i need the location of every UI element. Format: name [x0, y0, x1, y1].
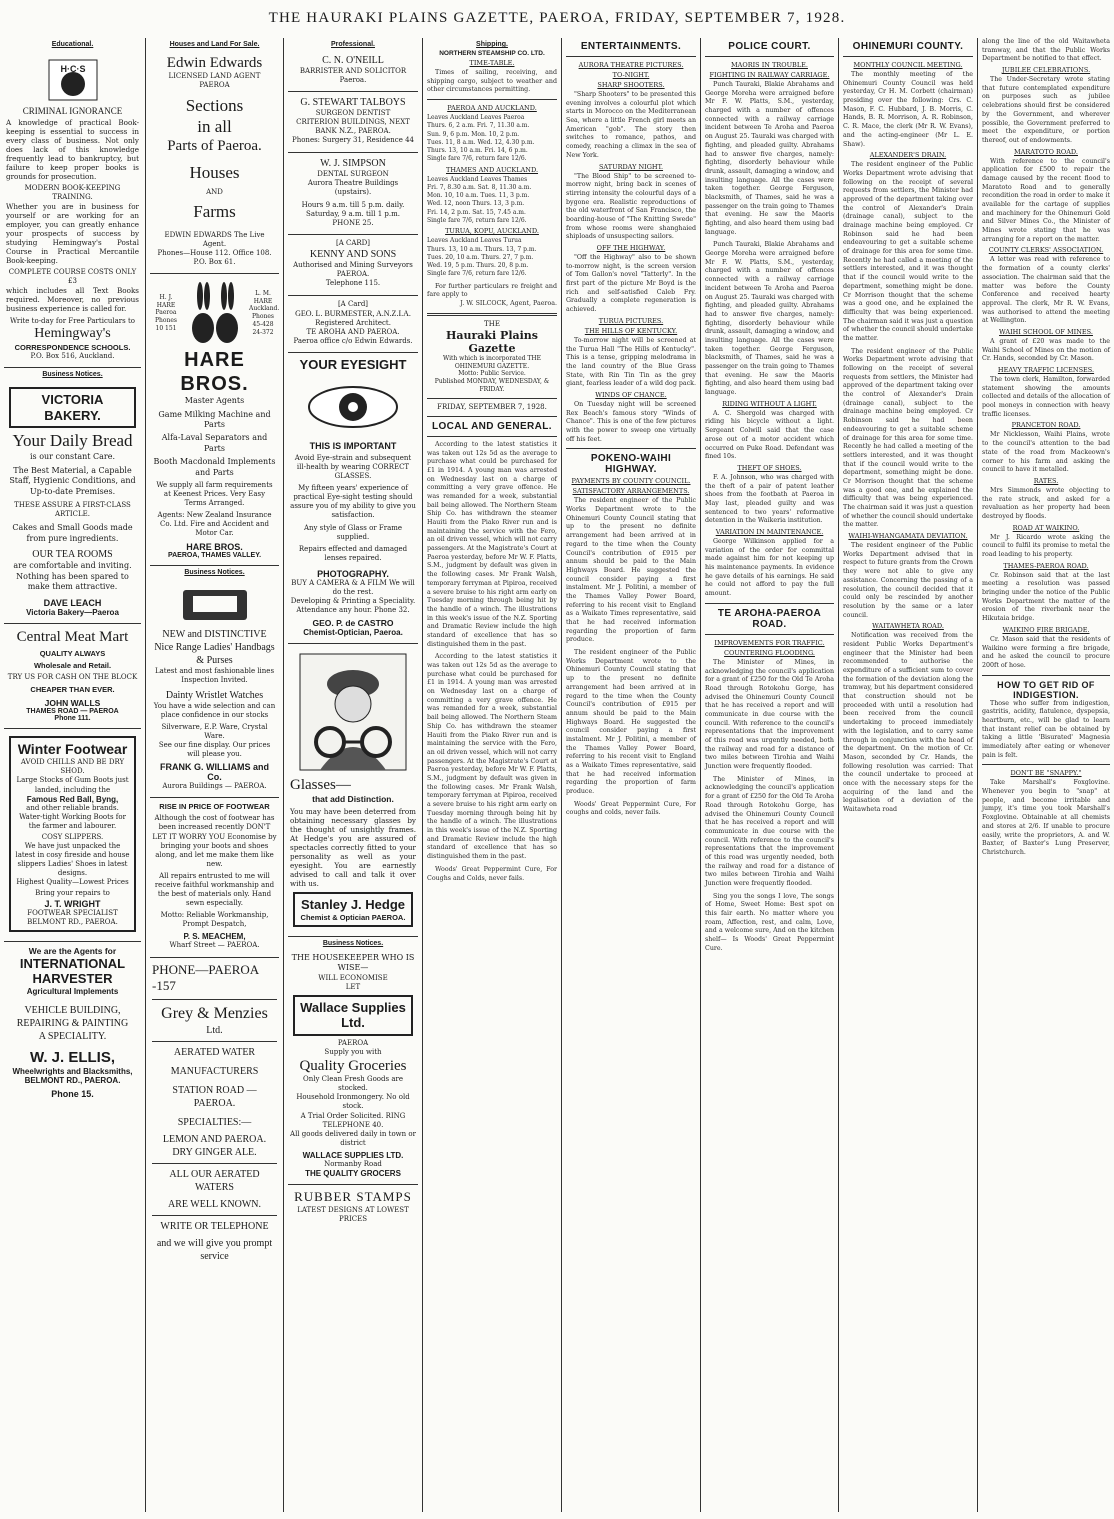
police-text: Punch Tauraki, Blakie Abrahams and George Moreha were arraigned before Mr F. W. Platts, S.M., yesterday, charged with a number of offences connected with a railway carriage incident between Te Aroha and Paeroa on August 25. Tauraki was charged with fighting, and pleaded guilty. Abrahams had to answer five charges, namely: fighting, disorderly behaviour while drunk, assault, damaging a window, and insulting language. All the cases were taken together. George Ferguson, blacksmith, of Thames, said he was a passenger on the train going to Thames that evening. He saw the Maoris fighting, and also heard them using bad language.	[705, 81, 834, 236]
victoria-paeroa: Victoria Bakery—Paeroa	[26, 608, 119, 618]
rise-footwear: RISE IN PRICE OF FOOTWEAR	[159, 802, 270, 812]
theft-text: F. A. Johnson, who was charged with the theft of a pair of patent leather shoes from the footbath at Paeroa in May last, pleaded guilty and was sentenced to two years' reformative detention in the Waikeria institution.	[705, 473, 834, 525]
alexander-text-more: The resident engineer of the Public Works Department wrote advising that following on the receipt of several requests from settlers, the Minister had approved of the department taking over the control of Alexander's Drain (drainage canal), subject to the drainage machine being employed. Cr Robinson said he had been endeavouring to get a suitable scheme of drainage for this area for some time. Recently he had called a meeting of the settlers interested, and it was thought that if the council would write to the department, something might be done. Cr Morrison thought that the scheme was a good one, and he explained the difficulty that was being experienced. The chairman said it was just a question of whether the council should undertake the matter.	[843, 347, 973, 529]
winter-footwear-ad	[4, 729, 141, 941]
column-7	[839, 38, 977, 1512]
complete-course: COMPLETE COURSE COSTS ONLY £3	[8, 267, 137, 285]
quality-groceries: Quality Groceries	[299, 1058, 407, 1075]
de-castro-ad	[288, 353, 418, 644]
dainty-watches: Dainty Wristlet Watches	[165, 689, 264, 701]
bring-repairs: Bring your repairs to	[35, 889, 110, 898]
phone-111: Phone 111.	[54, 715, 91, 723]
your-eyesight: YOUR EYESIGHT	[299, 357, 407, 373]
write-today: Write to-day for Free Particulars to	[10, 317, 135, 326]
freight-text: For further particulars re freight and fare apply to	[427, 282, 557, 299]
satisfactory: SATISFACTORY ARRANGEMENTS.	[572, 487, 690, 496]
oneill-ad	[288, 50, 418, 92]
te-aroha-road: TE AROHA-PAEROA ROAD.	[717, 607, 822, 630]
simpson: W. J. SIMPSON	[320, 157, 386, 169]
silcock: J. W. SILCOCK, Agent, Paeroa.	[460, 299, 557, 307]
te-aroha: TE AROHA AND PAEROA.	[306, 328, 400, 337]
woods-ad: Woods' Great Peppermint Cure, For Coughs and Colds, never fails.	[427, 865, 557, 882]
footwear-text: Although the cost of footwear has been increased recently DON'T LET IT WORRY YOU Economise by bringing your boots and shoes along, and let me make them like new.	[152, 814, 277, 868]
repairs-effected: Repairs effected and damaged lenses repaired.	[298, 544, 408, 562]
new-distinctive: NEW and DISTINCTIVE	[162, 628, 267, 640]
meachem: P. S. MEACHEM,	[183, 932, 246, 942]
waikino-text: Mr J. Ricardo wrote asking the council to fulfil its promise to metal the road leading to his property.	[982, 533, 1110, 558]
riding: RIDING WITHOUT A LIGHT.	[722, 399, 817, 408]
lemon-paeroa: LEMON AND PAEROA. DRY GINGER ALE.	[162, 1133, 267, 1158]
trial-order: A Trial Order Solicited. RING TELEPHONE 40.	[300, 1111, 406, 1129]
simpson-ad	[288, 153, 418, 236]
wholesale: Wholesale and Retail.	[33, 661, 112, 671]
theft: THEFT OF SHOES.	[737, 463, 802, 472]
alexander-text: The resident engineer of the Public Works Department wrote advising that following on the receipt of several requests from settlers, the Minister had approved of the department taking over the control of Alexander's Drain (drainage canal), subject to the drainage machine being employed. Cr Robinson said he had been endeavouring to get a suitable scheme of drainage for this area for some time. Recently he had called a meeting of the settlers interested, and it was thought that if the council would write to the department, something might be done. Cr Morrison thought that the scheme was a good one, and he explained the difficulty that was being experienced. The chairman said it was just a question of whether the council should undertake the matter.	[843, 161, 973, 342]
section-heading: Houses and Land For Sale.	[169, 41, 260, 48]
supply-you: Supply you with	[324, 1048, 382, 1057]
specialties: SPECIALTIES:—	[177, 1116, 252, 1128]
add-distinction: that add Distinction.	[312, 794, 394, 805]
indigestion-heading: HOW TO GET RID OF INDIGESTION.	[997, 679, 1095, 700]
maratoto-road: MARATOTO ROAD.	[1014, 147, 1078, 156]
alexanders-drain: ALEXANDER'S DRAIN.	[869, 151, 947, 160]
pokeno-text-more: The resident engineer of the Public Works Department wrote to the Ohinemuri County Council stating that up to the present no definite arrangement had been arrived at in regard to the time when the County Council's contribution of £915 per annum should be paid to the Main Highways Board. He suggested the council consider paying a first instalment. Mr J. Politini, a member of the Thames Valley Power Board, referring to his recent visit to England as a Waikato Times representative, said that he had received information regarding the proportion of farm produce.	[566, 649, 696, 796]
handbag-icon	[175, 586, 255, 624]
window-display: See our fine display. Our prices will please you.	[158, 741, 271, 759]
variation: VARIATION IN MAINTENANCE.	[715, 528, 824, 536]
frank-williams-ad	[150, 578, 279, 799]
pranceton-road: PRANCETON ROAD.	[1011, 421, 1081, 430]
wallace-supplies: Wallace Supplies Ltd.	[293, 995, 413, 1036]
glasses-portrait-icon	[298, 652, 408, 772]
sharp-shooters: SHARP SHOOTERS.	[597, 81, 665, 89]
off-text: "Off the Highway" also to be shown to-morrow night, is the screen version of Tom Gallon's novel "Tatterly". In the first part of the picture Mr Boyd is the rich and self-satisfied Caleb Fry. Gradually a complete regeneration is achieved.	[566, 254, 696, 314]
winter-footwear-title: Winter Footwear	[17, 741, 128, 758]
repairs-text: All repairs entrusted to me will receive faithful workmanship and the best of materials only. Hand sewn especially.	[154, 871, 275, 908]
farms: Farms	[193, 202, 236, 222]
famous-brands: Famous Red Ball, Byng,	[26, 794, 119, 804]
repairing: REPAIRING & PAINTING	[16, 1017, 129, 1029]
rates-text: Mrs Simmonds wrote objecting to the rate struck, and asked for a revaluation as her property had been destroyed by floods.	[982, 486, 1110, 520]
correspondence-schools: CORRESPONDENCE SCHOOLS.	[14, 342, 131, 352]
hares-icon	[185, 278, 245, 348]
john-walls: JOHN WALLS	[44, 698, 101, 709]
cosy-slippers: COSY SLIPPERS.	[41, 832, 104, 841]
paeroa-office: Paeroa office c/o Edwin Edwards.	[293, 337, 413, 346]
course-note: which includes all Text Books required. Moreover, no previous business experience is called for.	[6, 286, 139, 314]
section-heading: Educational.	[51, 41, 94, 48]
column-3	[284, 38, 422, 1512]
aerated: AERATED WATER	[173, 1046, 256, 1058]
hedge-ad	[288, 644, 418, 937]
snappy-text: Take Marshall's Foxglovine. Whenever you begin to "snap" at people, and become irritable and jumpy, it's time you took Marshall's Foxglovine. Obtainable at all chemists and stores at 2/6. If unable to procure easily, write the proprietors, A. and W. Baxter, of Baxter's Lung Preserver, Christchurch.	[982, 779, 1110, 856]
woods-ad: Woods' Great Peppermint Cure, For coughs and colds, never fails.	[566, 800, 696, 817]
victoria-bakery-ad	[4, 380, 141, 624]
thames-road: THAMES ROAD — PAEROA	[26, 708, 119, 716]
local-text-more: According to the latest statistics it was taken out 12s 5d as the average to purchase what could be purchased for £1 in 1914. A young man was arrested on Wednesday last on a charge of committing a very grave offence. He was remanded for a week, substantial bail being allowed. The Northern Steam Ship Co. has withdrawn the steamer Hauiti from the Piako River run and is maintaining the service with the Fero, an oil driven vessel, which will not carry passengers. At the Magistrate's Court at Paeroa yesterday, before Mr W. F. Platts, S.M., judgment by default was given in the following cases. Mr Frank Walsh, temporary ferryman at Pipiroa, received a severe bruise to his right arm early on Tuesday morning through being hit by the handle of a winch. The illustrations in this week's issue of the N.Z. Sporting and Dramatic Review include the high standard of excellence that has so distinguished them in the past.	[427, 653, 557, 861]
frank-williams: FRANK G. WILLIAMS and Co.	[160, 762, 269, 783]
hemingway-ad	[4, 50, 141, 368]
column-4	[423, 38, 561, 1512]
central-meat-ad	[4, 624, 141, 729]
avoid-eyestrain: Avoid Eye-strain and subsequent ill-health by wearing CORRECT GLASSES.	[294, 453, 412, 481]
waitawheta-text: Notification was received from the resident Public Works Department's engineer that the Minister had been recommended to authorise the expenditure of a sufficient sum to cover the formation of the deviation along the tramway, but his department considered that construction should not be proceeded with until a resolution had been received from the council undertaking to proceed immediately with the legislation, and to carry same through in conjunction with the head of the department. On the motion of Cr. Mason, seconded by Cr. Hands, the following resolution was carried: That the council undertake to proceed at once with the necessary steps for the acquiring of the land and the legalisation of a deviation of the Waitawheta road	[843, 632, 973, 813]
wallace-ad	[288, 949, 418, 1185]
county-clerks: COUNTY CLERKS' ASSOCIATION.	[988, 246, 1104, 255]
grey-menzies: Grey & Menzies	[161, 1005, 268, 1023]
photography: PHOTOGRAPHY.	[317, 568, 389, 579]
tea-text: are comfortable and inviting. Nothing has been spared to make them attractive.	[13, 561, 132, 591]
thames-auckland: THAMES AND AUCKLAND.	[445, 165, 539, 174]
chemist-optician: Chemist-Optician, Paeroa.	[303, 628, 403, 638]
issue-date: FRIDAY, SEPTEMBER 7, 1928.	[437, 402, 547, 411]
ohinemuri-county: OHINEMURI COUNTY.	[852, 41, 964, 52]
winds-chance: WINDS OF CHANCE.	[595, 390, 667, 399]
dave-leach: DAVE LEACH	[43, 598, 102, 609]
watertight: Water-tight Working Boots for the farmer and labourer.	[19, 812, 126, 830]
column-8	[978, 38, 1114, 1512]
burmester: GEO. L. BURMESTER, A.N.Z.I.A.	[295, 308, 411, 318]
times-text: Times of sailing, receiving, and shipping cargo, subject to weather and other circumstances permitting.	[427, 69, 557, 94]
oneill-paeroa: Paeroa.	[339, 76, 367, 85]
all-our: ALL OUR AERATED WATERS	[169, 1168, 260, 1193]
turua-pictures: TURUA PICTURES.	[598, 316, 664, 325]
eye-icon	[305, 377, 401, 437]
wallace-supplies-footer: WALLACE SUPPLIES LTD.	[302, 1150, 404, 1160]
improvements: IMPROVEMENTS FOR TRAFFIC.	[714, 638, 825, 647]
avoid-chills: AVOID CHILLS AND BE DRY SHOD.	[20, 758, 125, 776]
alfa-laval: Alfa-Laval Separators and Parts	[161, 433, 268, 453]
hills-text: To-morrow night will be screened at the Turua Hall "The Hills of Kentucky". This is a tense, gripping melodrama in the land country of the Blue Grass State, with Rin Tin Tin as the grey giant, fearless leader of a wild dog pack.	[566, 336, 696, 388]
sing-verse: Sing you the songs I love, The songs of Home, Sweet Home: Best spot on this fair earth. No matter where you roam, Affection, rest, and calm, Love, and a welcome sure, And on the kitchen shelf— Is Woods' Great Peppermint Cure.	[705, 892, 834, 952]
rates: RATES.	[1033, 476, 1059, 485]
write-telephone: WRITE OR TELEPHONE	[160, 1220, 269, 1232]
latest-handbags: Latest and most fashionable lines Inspection Invited.	[154, 666, 275, 684]
hare-bros-ad	[150, 274, 279, 565]
central-meat-title: Central Meat Mart	[16, 629, 129, 646]
aurora-buildings: Aurora Buildings — PAEROA.	[162, 782, 267, 791]
edwin-edwards-ad	[150, 50, 279, 274]
gazette-title: Hauraki Plains Gazette	[445, 328, 539, 355]
maratoto-text: With reference to the council's application for £500 to repair the damage caused by the recent flood to Maratoto Road and to generally recondition the road in order to make it available for the cartage of supplies and machinery for the Ohinemuri Gold and Silver Mines Co., the Minister of Mines wrote stating that he was arranging for a report on the matter.	[982, 157, 1110, 243]
quality-always: QUALITY ALWAYS	[39, 649, 106, 659]
this-is-important: THIS IS IMPORTANT	[309, 440, 397, 451]
waihi-text: The resident engineer of the Public Works Department advised that in respect to future grants from the Crown they were not able to give any assistance. Concerning the passing of a resolution, the council decided that it could only be rescinded by another resolution by the same or a later council.	[843, 542, 973, 619]
section-heading: Business Notices.	[42, 371, 103, 379]
houses: Houses	[189, 162, 240, 182]
timetable-3: Leaves Auckland Leaves Turua Thurs. 13, 10 a.m. Thurs. 13, 7 p.m. Tues. 20, 10 a.m. Thurs. 27, 7 p.m. Wed. 19, 5 p.m. Thurs. 20, 8 p.m. Single fare 7/6, return fare 12/6.	[427, 237, 537, 278]
phones-surgery: Phones: Surgery 31, Residence 44	[292, 136, 414, 145]
ltd-label: Ltd.	[206, 1024, 223, 1036]
column-2	[146, 38, 283, 1512]
road-text: The Minister of Mines, in acknowledging the council's application for a grant of £250 for the Old Te Aroha Road through Rotokohu Gorge, has advised the Ohinemuri County Council that he has received a report and will communicate in due course with the council. With reference to the council's representations that the improvement of this road was urgently needed, both the railway and road for a distance of two miles between Tirohia and Waihi Junction were frequently flooded.	[705, 658, 834, 771]
de-castro: GEO. P. de CASTRO	[312, 618, 394, 629]
normanby: Normanby Road	[324, 1159, 382, 1168]
jt-wright: J. T. WRIGHT	[44, 898, 101, 909]
turua-kopu: TURUA, KOPU, AUCKLAND.	[445, 227, 539, 236]
only-clean: Only Clean Fresh Goods are stocked.	[303, 1075, 403, 1093]
meachem-ad	[150, 798, 279, 957]
oneill: C. N. O'NEILL	[322, 55, 384, 66]
hedge-chemist: Chemist & Optician PAEROA.	[300, 912, 406, 922]
footwear-specialist: FOOTWEAR SPECIALIST BELMONT RD., PAEROA.	[27, 908, 118, 926]
hj-hare: H. J. HARE Paeroa Phones 10 151	[154, 293, 177, 332]
all-goods: All goods delivered daily in town or district	[290, 1129, 416, 1147]
will-economise: WILL ECONOMISE	[318, 973, 388, 982]
section-heading: Business Notices.	[184, 568, 245, 576]
agents-nz: Agents: New Zealand Insurance Co. Ltd. Fire and Accident and Motor Car.	[157, 511, 272, 538]
wj-ellis: W. J. ELLIS,	[29, 1048, 115, 1066]
waihi-school: WAIHI SCHOOL OF MINES.	[999, 327, 1093, 336]
along-text: along the line of the old Waitawheta tramway, and that the Public Works Department be notified to that effect.	[982, 38, 1110, 63]
station-road: STATION ROAD — PAEROA.	[172, 1084, 257, 1109]
a-card-2: [A Card]	[337, 299, 369, 308]
wide-selection: You have a wide selection and can place confidence in our stocks	[153, 701, 276, 719]
section-heading: Business Notices.	[322, 939, 384, 947]
masthead: THE HAURAKI PLAINS GAZETTE, PAEROA, FRIDAY, SEPTEMBER 7, 1928.	[268, 10, 846, 26]
timetable-2: Leaves Auckland Leaves Thames Fri. 7, 8.30 a.m. Sat. 8, 11.30 a.m. Mon. 10, 10 a.m. Tues. 11, 3 p.m. Wed. 12, noon Thurs. 13, 3 p.m. Fri. 14, 2 p.m. Sat. 15, 7.45 a.m. Single fare 7/6, return fare 12/6.	[427, 175, 532, 224]
wallace-paeroa: PAEROA	[337, 1039, 369, 1048]
fire-text: Cr. Mason said that the residents of Waikino were forming a fire brigade, and he asked the council to procure 200ft of hose.	[982, 635, 1110, 669]
northern-steamship: NORTHERN STEAMSHIP CO. LTD.	[439, 50, 545, 57]
road-waikino: ROAD AT WAIKINO.	[1012, 523, 1080, 532]
countering: COUNTERING FLOODING.	[724, 648, 815, 657]
household: Household Ironmongery. No old stock.	[296, 1093, 410, 1111]
hemingway-name: Hemingway's	[34, 326, 111, 342]
cheaper: CHEAPER THAN EVER.	[30, 685, 115, 695]
booth: Booth Macdonald Implements and Parts	[153, 457, 276, 477]
hare-bros-footer: HARE BROS.	[186, 541, 243, 552]
victoria-bakery-title: VICTORIA BAKERY.	[9, 387, 136, 428]
pokeno-text: The resident engineer of the Public Works Department wrote to the Ohinemuri County Council stating that up to the present no definite arrangement had been arrived at in regard to the time when the County Council's contribution of £915 per annum should be paid to the Main Highways Board. He suggested the council consider paying a first instalment. Mr J. Politini, a member of the Thames Valley Power Board, referring to his recent visit to England as a Waikato Times representative, said that he had received information regarding the proportion of farm produce.	[566, 497, 696, 644]
a-card: [A CARD]	[335, 239, 371, 248]
blood-ship-text: "The Blood Ship" to be screened to-morrow night, bring back in scenes of stirring intensity the colourful days of a bygone era. Realistic reproductions of the old waterfront of San Francisco, the boarding-house of "The Knitting Swede" from whose rooms were shanghaied shiploads of unsuspecting sailors.	[566, 172, 696, 241]
try-us: TRY US FOR CASH ON THE BLOCK	[7, 673, 138, 682]
international: INTERNATIONAL	[19, 955, 126, 971]
harvester: HARVESTER	[32, 971, 113, 987]
paeroa-label: PAEROA	[199, 81, 230, 90]
hedge-box	[293, 892, 413, 927]
barrister: BARRISTER AND SOLICITOR	[299, 67, 407, 75]
quality-grocers: THE QUALITY GROCERS	[305, 1169, 401, 1179]
speciality: A SPECIALITY.	[38, 1030, 107, 1042]
aurora-theatre: Aurora Theatre Buildings (upstairs).	[307, 178, 399, 196]
silverware: Silverware, E.P. Ware, Crystal Ware.	[161, 722, 268, 740]
stanley-hedge: Stanley J. Hedge	[300, 897, 406, 913]
will-give: and we will give you prompt service	[156, 1237, 273, 1262]
let: LET	[345, 982, 361, 991]
authorised: Authorised and Mining Surveyors PAEROA.	[293, 261, 413, 279]
motto: Motto: Reliable Workmanship, Prompt Despatch,	[160, 911, 269, 929]
variation-text: George Wilkinson applied for a variation of the order for committal made against him for not keeping up his maintenance payments. In evidence he gave details of his earnings. He said he could not afford to pay the full amount.	[705, 538, 834, 598]
hills-kentucky: THE HILLS OF KENTUCKY.	[584, 326, 678, 335]
glasses: Glasses—	[290, 777, 351, 794]
farm-requirements: We supply all farm requirements at Keenest Prices. Very Easy Terms Arranged.	[156, 480, 273, 508]
surgeon-dentist: SURGEON DENTIST	[315, 109, 391, 118]
column-1	[0, 38, 145, 1512]
any-style: Any style of Glass or Frame supplied.	[303, 523, 403, 541]
paeroa-auckland: PAEROA AND AUCKLAND.	[447, 104, 537, 113]
payments: PAYMENTS BY COUNTY COUNCIL.	[571, 477, 691, 486]
winds-text: On Tuesday night will be screened Rex Beach's famous story "Winds of Chance". This is one of the few pictures with the power to sweep one virtually off his feet.	[566, 400, 696, 443]
parts: Parts of Paeroa.	[167, 137, 262, 154]
cakes-text: Cakes and Small Goods made from pure ingredients.	[12, 523, 133, 543]
nice-range: Nice Range Ladies' Handbags & Purses	[154, 641, 275, 666]
hare-bros-title: HARE BROS.	[180, 349, 249, 396]
rubber-stamps: RUBBER STAMPS	[294, 1189, 412, 1205]
monthly-meeting: MONTHLY COUNCIL MEETING.	[853, 61, 963, 69]
clerks-text: A letter was read with reference to the formation of a county clerks' association. The chairman said that the matter was before the County Conference and received hearty approval. The clerk, Mr R. W. Evans, was authorised to attend the meeting at Wellington.	[982, 256, 1110, 325]
motto: Motto: Public Service.	[458, 370, 526, 378]
agents-for: We are the Agents for	[28, 945, 117, 956]
fireside: We have just unpacked the latest in cosy fireside and house slippers Ladies' Shoes in latest designs.	[15, 841, 130, 878]
assure-text: THESE ASSURE A FIRST-CLASS ARTICLE.	[14, 501, 131, 519]
bookkeeping-text: A knowledge of practical Book-keeping is essential to success in every class of business. Not only does lack of this knowledge frequently lead to bankruptcy, but failure to keep proper books is grounds for prosecution.	[6, 117, 139, 181]
police-court: POLICE COURT.	[728, 41, 811, 52]
vehicle-building: VEHICLE BUILDING,	[24, 1004, 121, 1016]
edwin-live: EDWIN EDWARDS The Live Agent.	[164, 230, 265, 248]
hcs-logo-text: H·C·S	[60, 64, 85, 74]
criterion: CRITERION BUILDINGS, NEXT BANK N.Z., PAEROA.	[296, 118, 410, 136]
pokeno-waihi: POKENO-WAIHI HIGHWAY.	[590, 453, 672, 476]
incorporated: With which is incorporated THE OHINEMURI GAZETTE.	[443, 354, 541, 370]
belmont: BELMONT RD., PAEROA.	[24, 1075, 121, 1085]
master-agents: Master Agents	[184, 396, 245, 406]
local-general: LOCAL AND GENERAL.	[432, 420, 552, 432]
sections: Sections	[185, 96, 244, 116]
housekeeper: THE HOUSEKEEPER WHO IS WISE—	[291, 952, 415, 973]
to-night: TO-NIGHT.	[612, 71, 650, 79]
published: Published MONDAY, WEDNESDAY, & FRIDAY.	[434, 378, 550, 393]
road-text-more: The Minister of Mines, in acknowledging the council's application for a grant of £250 for the Old Te Aroha Road through Rotokohu Gorge, has advised the Ohinemuri County Council that he has received a report and will communicate in due course with the council. With reference to the council's representations that the improvement of this road was urgently needed, both the railway and road for a distance of two miles between Tirohia and Waihi Junction were frequently flooded.	[705, 775, 834, 887]
manufacturers: MANUFACTURERS	[170, 1065, 259, 1077]
off-highway: OFF THE HIGHWAY.	[596, 244, 666, 252]
school-text: A grant of £20 was made to the Waihi School of Mines on the motion of Cr. Hands, seconded by Cr. Mason.	[982, 337, 1110, 363]
entertainments: ENTERTAINMENTS.	[580, 41, 682, 52]
edwin-edwards: Edwin Edwards	[166, 55, 263, 71]
well-known: ARE WELL KNOWN.	[167, 1198, 262, 1210]
jubilee: JUBILEE CELEBRATIONS.	[1001, 66, 1091, 75]
best-material: The Best Material, a Capable Staff, Hygienic Conditions, and Up-to-date Premises.	[9, 466, 136, 496]
wharf-street: Wharf Street — PAEROA.	[169, 941, 260, 950]
highest-quality: Highest Quality—Lowest Prices	[16, 878, 129, 887]
grey-menzies-ad	[150, 958, 279, 1269]
timetable-label: TIME-TABLE.	[469, 59, 515, 67]
waitawheta-road: WAITAWHETA ROAD.	[872, 622, 944, 631]
column-5	[562, 38, 700, 1512]
talboys: G. STEWART TALBOYS	[300, 97, 406, 109]
course-text: Whether you are in business for yourself or are working for an employer, you can greatly enhance your prospects of success by studying Hemingway's Postal Course in Practical Mercantile Book-keeping.	[6, 201, 139, 265]
dental-surgeon: DENTAL SURGEON	[317, 169, 389, 178]
aurora-pictures: AURORA THEATRE PICTURES.	[578, 61, 684, 69]
in-all: in all	[197, 116, 232, 136]
heavy-text: The town clerk, Hamilton, forwarded statement showing the amounts collected and details of the allocation of pool moneys in connection with heavy traffic licenses.	[982, 376, 1110, 418]
daily-bread: Your Daily Bread	[12, 431, 133, 451]
heavy-traffic: HEAVY TRAFFIC LICENSES.	[997, 366, 1095, 374]
saturday-night: SATURDAY NIGHT.	[598, 162, 664, 171]
burmester-ad	[288, 296, 418, 354]
the-label: THE	[484, 319, 500, 328]
latest-designs: LATEST DESIGNS AT LOWEST PRICES	[297, 1205, 409, 1224]
telephone-115: Telephone 115.	[325, 279, 381, 288]
dont-be-snappy: DON'T BE "SNAPPY."	[1010, 769, 1082, 778]
waihi-whangamata: WAIHI-WHANGAMATA DEVIATION.	[848, 532, 968, 541]
council-text: The monthly meeting of the Ohinemuri County Council was held yesterday, Cr H. M. Corbett (chairman) presiding over the following: Crs. C. Mason, F. C. Hubbard, J. B. Morris, C. Hands, B. R. Morrison, A. R. Robinson, C. R. Mace, the clerk (Mr R. W. Evans), and the acting-engineer (Mr L. E. Shaw).	[843, 71, 973, 148]
international-harvester-ad	[4, 942, 141, 1105]
other-brands: and other reliable brands.	[26, 803, 119, 812]
phones-house: Phones—House 112. Office 108. P.O. Box 61.	[157, 249, 272, 267]
hours: Hours 9 a.m. till 5 p.m. daily. Saturday, 9 a.m. till 1 p.m.	[301, 200, 405, 218]
game-milking: Game Milking Machine and Parts	[158, 409, 271, 429]
licensed: LICENSED LAND AGENT	[168, 72, 261, 80]
jubilee-text: The Under-Secretary wrote stating that future contemplated expenditure on purposes such as jubilee celebrations should first be considered by the Government, and wherever possible, the Government preferred to meet the expenditure, or portion thereof, out of endowments.	[982, 76, 1110, 144]
phone-15: Phone 15.	[51, 1088, 94, 1099]
fifteen-years: My fifteen years' experience of practical Eye-sight testing should assure you of my ability to give you satisfaction.	[290, 484, 416, 520]
tea-rooms: OUR TEA ROOMS	[32, 549, 113, 561]
wheelwrights: Wheelwrights and Blacksmiths,	[12, 1066, 133, 1076]
thames-paeroa-road: THAMES-PAEROA ROAD.	[1003, 561, 1089, 570]
riding-text: A. C. Shergold was charged with riding his bicycle without a light. Sergeant Colwill said that the case arose out of a motor accident which occurred on Puke Road. Defendant was fined 10s.	[705, 409, 834, 461]
glasses-text: You may have been deterred from obtaining necessary glasses by the thought of unsightly frames. At Hedge's you are assured of spectacles correctly fitted to your personality as well as your eyesight. You are earnestly advised to call and talk it over with us.	[290, 807, 416, 889]
phone-paeroa: PHONE—PAEROA -157	[152, 961, 259, 994]
section-heading: Professional.	[331, 41, 375, 48]
timetable-1: Leaves Auckland Leaves Paeroa Thurs. 6, 2 a.m. Fri. 7, 11.30 a.m. Sun. 9, 6 p.m. Mon. 10, 2 p.m. Tues. 11, 8 a.m. Wed. 12, 4.30 p.m. Thurs. 13, 10 a.m. Fri. 14, 6 p.m. Single fare 7/6, return fare 12/6.	[427, 114, 535, 163]
lm-hare: L. M. HARE Auckland. Phones 45-428 24-372	[249, 289, 280, 336]
constant-care: is our constant Care.	[30, 451, 115, 461]
police-text-more: Punch Tauraki, Blakie Abrahams and George Moreha were arraigned before Mr F. W. Platts, S.M., yesterday, charged with a number of offences connected with a railway carriage incident between Te Aroha and Paeroa on August 25. Tauraki was charged with fighting, and pleaded guilty. Abrahams had to answer five charges, namely: fighting, disorderly behaviour while drunk, assault, damaging a window, and insulting language. All the cases were taken together. George Ferguson, blacksmith, of Thames, said he was a passenger on the train going to Thames that evening. He saw the Maoris fighting, and also heard them using bad language.	[705, 241, 834, 397]
local-text: According to the latest statistics it was taken out 12s 5d as the average to purchase what could be purchased for £1 in 1914. A young man was arrested on Wednesday last on a charge of committing a very grave offence. He was remanded for a week, substantial bail being allowed. The Northern Steam Ship Co. has withdrawn the steamer Hauiti from the Piako River run and is maintaining the service with the Fero, an oil driven vessel, which will not carry passengers. At the Magistrate's Court at Paeroa yesterday, before Mr W. F. Platts, S.M., judgment by default was given in the following cases. Mr Frank Walsh, temporary ferryman at Pipiroa, received a severe bruise to his right arm early on Tuesday morning through being hit by the handle of a winch. The illustrations in this week's issue of the N.Z. Sporting and Dramatic Review include the high standard of excellence that has so distinguished them in the past.	[427, 440, 557, 648]
section-heading: Shipping.	[476, 41, 508, 48]
pranceton-text: Mr Nicklesson, Waihi Plains, wrote to the council's attention to the bad state of the road from Mackeown's corner to his farm and asking the council to have it metalled.	[982, 431, 1110, 474]
paeroa-thames: PAEROA, THAMES VALLEY.	[167, 551, 262, 559]
fighting: FIGHTING IN RAILWAY CARRIAGE.	[709, 71, 830, 79]
developing: Developing & Printing a Speciality. Attendance any hour. Phone 32.	[290, 597, 416, 615]
agricultural: Agricultural Implements	[26, 986, 119, 996]
kenny-ad	[288, 235, 418, 295]
waikino-fire-brigade: WAIKINO FIRE BRIGADE.	[1002, 625, 1090, 634]
kenny: KENNY AND SONS	[309, 249, 397, 261]
rubber-stamps-ad	[288, 1185, 418, 1230]
phone-25: PHONE 25.	[332, 219, 374, 228]
maoris-trouble: MAORIS IN TROUBLE.	[731, 61, 808, 69]
buy-camera: BUY A CAMERA & A FILM We will do the rest.	[291, 578, 415, 596]
modern-course: MODERN BOOK-KEEPING TRAINING.	[24, 183, 121, 201]
winter-footwear-box	[9, 736, 136, 931]
criminal-ignorance-heading: CRIMINAL IGNORANCE	[22, 106, 123, 116]
talboys-ad	[288, 92, 418, 152]
sharp-text: "Sharp Shooters" to be presented this evening involves a colourful plot which starts in Morocco on the Mediterranean Sea, where a little French girl meets an American "gob". The story then switches to romance, pathos, and comedy, reaching a climax in the sea of New York.	[566, 91, 696, 159]
thames-text: Cr. Robinson said that at the last meeting a resolution was passed bringing under the notice of the Public Works Department the matter of the erosion of the riverbank near the Hikutaia bridge.	[982, 571, 1110, 623]
registered: Registered Architect.	[315, 318, 391, 327]
po-box: P.O. Box 516, Auckland.	[30, 351, 115, 360]
gum-boots: Large Stocks of Gum Boots just landed, including the	[16, 776, 129, 794]
hcs-logo-icon	[43, 58, 103, 102]
indigestion-text: Those who suffer from indigestion, gastritis, acidity, flatulence, dyspepsia, heartburn, etc., will be glad to learn that instant relief can be obtained by taking a little 'Bisurated' Magnesia immediately after eating or whenever pain is felt.	[982, 699, 1110, 759]
column-6	[701, 38, 838, 1512]
and: AND	[206, 188, 223, 197]
